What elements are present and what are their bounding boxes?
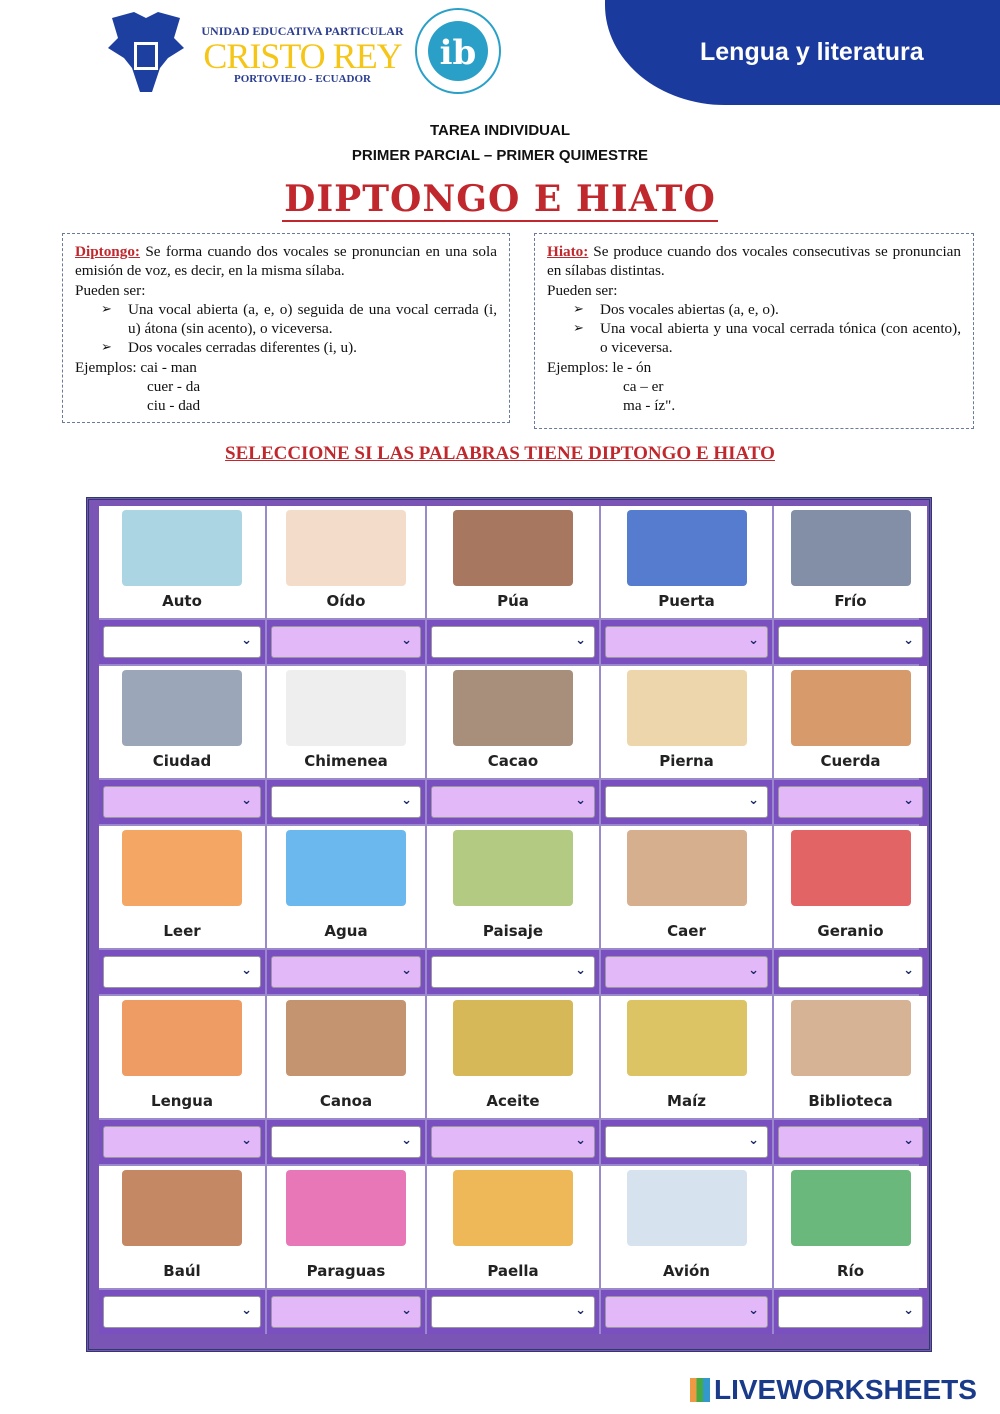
word-card [99,1166,265,1288]
dropdown-cell [427,950,599,994]
dropdown-cell [99,780,265,824]
word-picture [122,1170,242,1246]
chevron-down-icon[interactable]: ⌄ [241,1133,252,1148]
answer-dropdown[interactable] [271,786,421,818]
diptongo-item: ➢ Dos vocales cerradas diferentes (i, u). [101,338,497,357]
answer-dropdown[interactable] [778,956,923,988]
dropdown-cell [427,1290,599,1334]
word-card [601,826,772,948]
brand-text: LIVEWORKSHEETS [714,1374,977,1405]
word-card [601,506,772,618]
task-type: TAREA INDIVIDUAL [430,122,570,139]
word-card [427,506,599,618]
dropdown-cell [99,620,265,664]
word-label: Biblioteca [808,1092,893,1110]
chevron-down-icon[interactable]: ⌄ [748,1133,759,1148]
word-card [774,996,927,1118]
diptongo-definition: Se forma cuando dos vocales se pronuncian en una sola emisión de voz, es decir, en la misma sílaba. [75,243,497,280]
dropdown-cell [774,620,927,664]
word-label: Chimenea [304,752,388,770]
chevron-down-icon[interactable]: ⌄ [241,963,252,978]
subject-title: Lengua y literatura [700,38,924,66]
answer-dropdown[interactable] [103,1126,261,1158]
answer-dropdown[interactable] [431,1126,595,1158]
answer-dropdown[interactable] [103,1296,261,1328]
dropdown-cell [601,1120,772,1164]
dropdown-cell [99,950,265,994]
answer-dropdown[interactable] [431,786,595,818]
hiato-term: Hiato: [547,243,589,260]
hiato-item: ➢ Dos vocales abiertas (a, e, o). [573,300,961,319]
word-picture [286,830,406,906]
liveworksheets-logo [690,1374,977,1406]
word-label: Lengua [151,1092,213,1110]
dropdown-cell [774,780,927,824]
answer-dropdown[interactable] [271,1296,421,1328]
word-picture [286,1000,406,1076]
diptongo-item: ➢ Una vocal abierta (a, e, o) seguida de una vocal cerrada (i, u) átona (sin acento), o viceversa. [101,300,497,339]
worksheet-grid-frame [86,497,932,1352]
word-picture [791,510,911,586]
word-card [99,996,265,1118]
word-card [267,996,425,1118]
example: ca – er [623,378,664,396]
word-label: Cuerda [820,752,881,770]
dropdown-cell [774,1120,927,1164]
word-picture [122,830,242,906]
word-card [99,506,265,618]
chevron-down-icon[interactable]: ⌄ [575,963,586,978]
hiato-pueden: Pueden ser: [547,281,618,299]
chevron-down-icon[interactable]: ⌄ [401,633,412,648]
dropdown-cell [267,780,425,824]
word-picture [453,670,573,746]
answer-dropdown[interactable] [271,626,421,658]
word-label: Auto [162,592,202,610]
diptongo-box [62,233,510,423]
school-name-logo [200,24,405,85]
word-label: Puerta [658,592,715,610]
word-label: Maíz [667,1092,706,1110]
answer-dropdown[interactable] [271,1126,421,1158]
word-picture [627,1170,747,1246]
school-crest-logo [104,8,188,94]
word-picture [286,670,406,746]
word-label: Aceite [486,1092,540,1110]
word-label: Canoa [319,1092,373,1110]
ejemplos-label: Ejemplos: [547,358,613,376]
chevron-down-icon[interactable]: ⌄ [241,633,252,648]
answer-dropdown[interactable] [103,626,261,658]
chevron-down-icon[interactable]: ⌄ [401,793,412,808]
dropdown-cell [601,780,772,824]
word-picture [627,670,747,746]
hiato-item: ➢ Una vocal abierta y una vocal cerrada tónica (con acento), o viceversa. [573,319,961,358]
hiato-definition: Se produce cuando dos vocales consecutivas se pronuncian en sílabas distintas. [547,243,961,280]
chevron-down-icon[interactable]: ⌄ [748,1303,759,1318]
word-label: Avión [663,1262,710,1280]
dropdown-cell [267,950,425,994]
word-picture [627,830,747,906]
school-line1: UNIDAD EDUCATIVA PARTICULAR [201,24,404,38]
chevron-down-icon[interactable]: ⌄ [748,963,759,978]
word-picture [453,510,573,586]
example: ciu - dad [147,397,201,415]
answer-dropdown[interactable] [605,1126,768,1158]
dropdown-cell [427,1120,599,1164]
diptongo-term: Diptongo: [75,243,140,260]
answer-dropdown[interactable] [605,626,768,658]
answer-dropdown[interactable] [431,1296,595,1328]
diptongo-pueden: Pueden ser: [75,281,146,299]
word-picture [453,830,573,906]
hiato-box [534,233,974,429]
word-card [267,1166,425,1288]
dropdown-cell [267,1290,425,1334]
word-label: Caer [667,922,706,940]
word-picture [791,670,911,746]
answer-dropdown[interactable] [431,626,595,658]
chevron-down-icon[interactable]: ⌄ [401,1303,412,1318]
liveworksheets-icon [690,1378,710,1402]
chevron-down-icon[interactable]: ⌄ [903,1133,914,1148]
word-label: Ciudad [152,752,212,770]
dropdown-cell [774,950,927,994]
word-picture [791,1000,911,1076]
school-name: CRISTO REY [203,36,402,76]
word-picture [453,1000,573,1076]
word-card [427,666,599,778]
word-label: Paraguas [306,1262,386,1280]
example: cai - man [140,358,197,376]
word-label: Leer [163,922,201,940]
dropdown-cell [601,1290,772,1334]
example: le - ón [612,358,652,376]
word-card [267,666,425,778]
word-picture [122,1000,242,1076]
svg-text:ib: ib [439,33,477,73]
chevron-down-icon[interactable]: ⌄ [903,963,914,978]
word-card [774,826,927,948]
answer-dropdown[interactable] [605,786,768,818]
word-label: Río [837,1262,864,1280]
word-card [774,506,927,618]
dropdown-cell [427,620,599,664]
word-picture [627,510,747,586]
chevron-down-icon[interactable]: ⌄ [575,793,586,808]
chevron-down-icon[interactable]: ⌄ [748,633,759,648]
word-label: Paisaje [482,922,544,940]
word-card [601,666,772,778]
dropdown-cell [99,1290,265,1334]
word-label: Baúl [163,1262,201,1280]
word-picture [791,1170,911,1246]
answer-dropdown[interactable] [778,786,923,818]
word-card [427,1166,599,1288]
ejemplos-label: Ejemplos: [75,358,141,376]
answer-dropdown[interactable] [103,956,261,988]
word-picture [286,1170,406,1246]
word-card [267,826,425,948]
school-city: PORTOVIEJO - ECUADOR [234,73,371,85]
word-label: Agua [324,922,368,940]
instruction: SELECCIONE SI LAS PALABRAS TIENE DIPTONGO E HIATO [225,443,775,464]
answer-dropdown[interactable] [431,956,595,988]
example: cuer - da [147,378,201,396]
answer-dropdown[interactable] [778,626,923,658]
word-card [774,1166,927,1288]
chevron-down-icon[interactable]: ⌄ [575,1303,586,1318]
chevron-down-icon[interactable]: ⌄ [401,963,412,978]
example: ma - íz". [623,397,676,415]
chevron-down-icon[interactable]: ⌄ [903,633,914,648]
chevron-down-icon[interactable]: ⌄ [903,1303,914,1318]
word-label: Pierna [659,752,714,770]
task-period: PRIMER PARCIAL – PRIMER QUIMESTRE [351,147,649,164]
answer-dropdown[interactable] [605,1296,768,1328]
word-card [99,826,265,948]
dropdown-cell [774,1290,927,1334]
word-card [601,996,772,1118]
chevron-down-icon[interactable]: ⌄ [401,1133,412,1148]
word-picture [791,830,911,906]
word-label: Púa [497,592,529,610]
chevron-down-icon[interactable]: ⌄ [241,793,252,808]
word-label: Geranio [817,922,884,940]
chevron-down-icon[interactable]: ⌄ [748,793,759,808]
answer-dropdown[interactable] [778,1126,923,1158]
page-title-text: DIPTONGO E HIATO [284,178,716,220]
word-card [99,666,265,778]
dropdown-cell [99,1120,265,1164]
word-picture [122,510,242,586]
word-picture [453,1170,573,1246]
chevron-down-icon[interactable]: ⌄ [903,793,914,808]
page-title [0,178,1000,220]
chevron-down-icon[interactable]: ⌄ [241,1303,252,1318]
dropdown-cell [427,780,599,824]
word-picture [122,670,242,746]
chevron-down-icon[interactable]: ⌄ [575,633,586,648]
ib-world-school-logo [413,6,503,96]
word-label: Frío [834,592,867,610]
word-card [267,506,425,618]
word-picture [627,1000,747,1076]
word-label: Cacao [487,752,539,770]
chevron-down-icon[interactable]: ⌄ [575,1133,586,1148]
answer-dropdown[interactable] [778,1296,923,1328]
answer-dropdown[interactable] [605,956,768,988]
word-card [774,666,927,778]
dropdown-cell [267,1120,425,1164]
answer-dropdown[interactable] [103,786,261,818]
word-label: Oído [326,592,366,610]
dropdown-cell [601,620,772,664]
dropdown-cell [601,950,772,994]
answer-dropdown[interactable] [271,956,421,988]
word-card [427,996,599,1118]
word-card [427,826,599,948]
dropdown-cell [267,620,425,664]
word-grid [99,506,919,1334]
word-label: Paella [487,1262,539,1280]
word-picture [286,510,406,586]
word-card [601,1166,772,1288]
